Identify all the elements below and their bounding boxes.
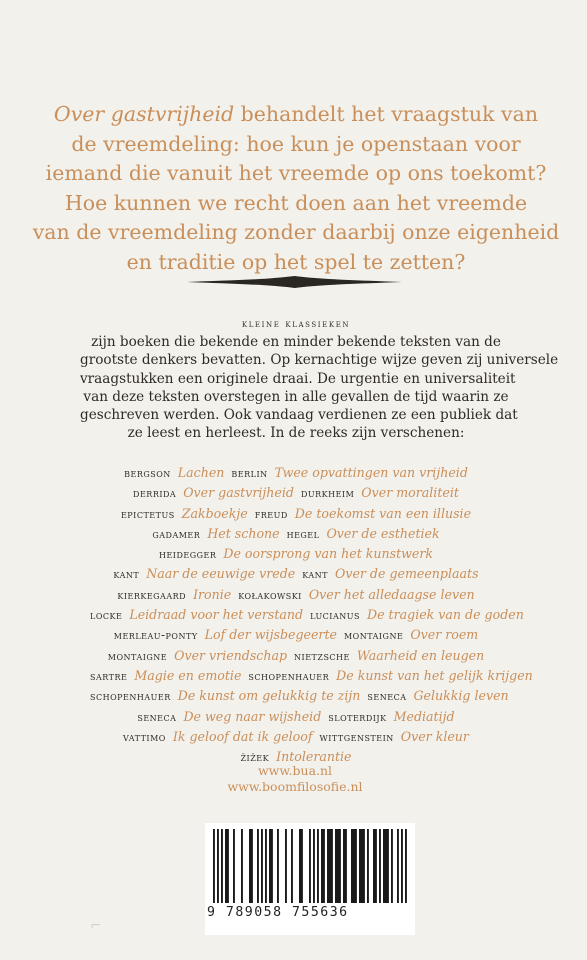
book-author: bergson [124,466,171,480]
book-author: seneca [367,689,407,704]
barcode-bar [265,829,267,903]
book-list-row [90,463,502,483]
book-title: Over het alledaagse leven [308,586,475,602]
book-author: durkheim [300,486,355,501]
book-author: sartre [90,668,128,683]
book-title: Over gastvrijheid [183,485,294,501]
book-author: berlin [231,466,268,480]
book-author: montaigne [343,628,404,643]
book-author: vattimo [123,729,166,744]
book-list-row [90,564,502,584]
url-bua: www.bua.nl [257,763,333,778]
book-title: Over de esthetiek [326,525,440,541]
blurb-line-3: iemand die vanuit het vreemde op ons toekomt? [45,161,547,185]
book-author: kierkegaard [117,587,187,602]
barcode-bar [269,829,273,903]
barcode-bar [221,829,223,903]
barcode-bar [285,829,287,903]
book-title: De tragiek van de goden [366,607,524,623]
barcode-bar [367,829,369,903]
book-list-row [90,605,524,625]
book-author: kant [113,567,140,582]
barcode-bar [401,829,403,903]
barcode-bar [359,829,365,903]
blurb [26,100,566,277]
book-author: heidegger [158,547,217,562]
book-author: sloterdijk [328,709,387,724]
barcode-bar [343,829,347,903]
book-title: Ironie [193,586,232,602]
book-author: montaigne [107,648,168,663]
barcode-bar [313,829,315,903]
blurb-line-1-rest: behandelt het vraagstuk van [234,102,539,126]
series-line: ze leest en herleest. In de reeks zijn verschenen: [127,425,465,442]
barcode-bar [299,829,303,903]
series-line: vraagstukken een originele draai. De urgentie en universaliteit [80,370,516,387]
barcode-bars [213,829,407,903]
book-title: Over moraliteit [361,485,459,501]
series-intro [80,315,559,442]
barcode-bar [213,829,215,903]
book-list-row [90,504,502,524]
barcode-bar [321,829,325,903]
book-author: schopenhauer [90,689,171,704]
barcode-bar [291,829,293,903]
series-name: kleine klassieken [241,318,351,330]
book-list-row [90,585,502,605]
book-title: Twee opvattingen van vrijheid [274,465,468,480]
book-author: freud [254,506,288,521]
book-list-row [90,625,502,645]
book-title: Intolerantie [276,749,352,765]
book-author: derrida [133,486,177,501]
book-author: epictetus [120,506,175,521]
book-title: Over de gemeenplaats [335,566,479,582]
series-line: van deze teksten overstegen in alle gevallen de tijd waarin ze [83,388,509,405]
barcode-bar [351,829,357,903]
barcode-bar [379,829,381,903]
book-title: De kunst van het gelijk krijgen [336,667,533,683]
series-line: grootste denkers bevatten. Op kernachtige wijze geven zij universele [80,352,559,369]
publisher-urls [180,763,410,795]
book-title: Magie en emotie [134,667,242,683]
corner-mark: ⌐ [90,918,102,934]
barcode-bar [373,829,377,903]
barcode-bar [327,829,333,903]
book-title: Gelukkig leven [413,688,509,704]
book-title: Naar de eeuwige vrede [146,566,296,582]
book-list-row [90,727,502,747]
book-list-row [90,483,502,503]
isbn-number: 9 789058 755636 [207,905,349,920]
barcode-bar [241,829,243,903]
blurb-line-4: Hoe kunnen we recht doen aan het vreemde [64,190,528,215]
book-title: Ik geloof dat ik geloof [172,728,313,744]
blurb-line-6: en traditie op het spel te zetten? [126,249,466,274]
barcode-bar [397,829,399,903]
barcode-bar [309,829,311,903]
book-author: merleau-ponty [113,628,198,643]
barcode-bar [225,829,229,903]
blurb-line-5: van de vreemdeling zonder daarbij onze eigenheid [32,220,560,244]
barcode-bar [317,829,319,903]
book-list-row [90,524,502,544]
book-title: Over kleur [400,728,469,744]
book-title: Over roem [410,627,479,643]
book-author: žižek [240,750,270,765]
blurb-line-2: de vreemdeling: hoe kun je openstaan voor [71,131,521,156]
blurb-line-1 [26,100,566,130]
book-title: Lof der wijsbegeerte [204,627,337,643]
ornament-divider [187,274,402,290]
book-title: Zakboekje [181,505,248,521]
barcode-bar [249,829,253,903]
book-author: lucianus [310,608,360,623]
book-author: kant [302,567,328,582]
book-title: De kunst om gelukkig te zijn [177,688,361,704]
series-line: zijn boeken die bekende en minder bekende teksten van de [91,334,501,351]
barcode-bar [277,829,279,903]
barcode-bar [261,829,263,903]
book-author: wittgenstein [319,729,394,744]
book-list [90,463,533,767]
isbn-barcode [205,823,415,935]
book-author: seneca [137,709,177,724]
book-title: Waarheid en leugen [356,647,485,663]
book-title: Over vriendschap [174,647,288,663]
barcode-bar [217,829,219,903]
url-boomfilosofie: www.boomfilosofie.nl [227,779,363,794]
blurb-book-title: Over gastvrijheid [53,102,235,126]
book-list-row [90,666,533,686]
barcode-bar [257,829,259,903]
book-title: Mediatijd [393,708,455,724]
barcode-bar [383,829,389,903]
series-line: geschreven werden. Ook vandaag verdienen ze een publiek dat [80,407,518,424]
barcode-bar [391,829,393,903]
book-title: De toekomst van een illusie [294,505,472,521]
barcode-bar [405,829,407,903]
book-author: locke [90,608,123,623]
book-title: De oorsprong van het kunstwerk [223,546,434,562]
book-author: nietzsche [294,648,350,663]
book-author: schopenhauer [248,668,330,683]
book-list-row [90,646,502,666]
book-title: Lachen [177,465,225,480]
barcode-bar [233,829,235,903]
book-author: gadamer [152,526,201,541]
book-author: hegel [286,526,320,541]
book-list-row [90,686,509,706]
book-author: kołakowski [238,587,302,602]
book-list-row [90,707,502,727]
book-list-row [90,544,502,564]
book-title: Leidraad voor het verstand [129,607,304,623]
book-title: De weg naar wijsheid [183,708,322,724]
book-title: Het schone [207,525,280,541]
barcode-bar [335,829,341,903]
